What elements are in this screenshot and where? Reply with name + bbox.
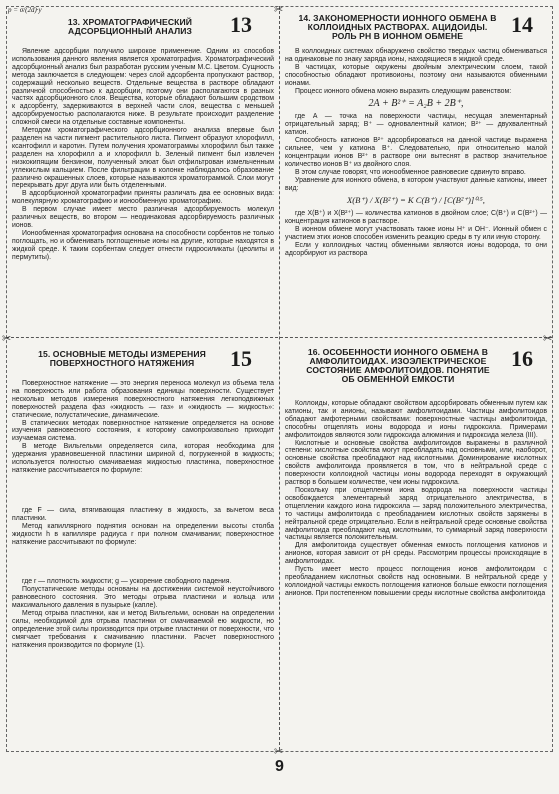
section-title: 16. ОСОБЕННОСТИ ИОННОГО ОБМЕНА В АМФОЛИТОИДАХ. ИЗОЭЛЕКТРИЧЕСКОЕ СОСТОЯНИЕ АМФОЛИТОИДОВ. ПОНЯТИЕ ОБ ОБМЕННОЙ ЕМКОСТИ <box>306 347 490 384</box>
section-title: 13. ХРОМАТОГРАФИЧЕСКИЙ АДСОРБЦИОННЫЙ АНАЛИЗ <box>67 17 193 36</box>
section-body <box>285 400 547 598</box>
page-number: 9 <box>275 758 284 775</box>
paragraph: В первом случае имеет место различная адсорбируемость молекул различных веществ, во втором — неодинаковая адсорбируемость различных ионов. <box>12 206 274 229</box>
paragraph: Способность катионов B²⁺ адсорбироваться на данной частице выражена сильнее, чем у катиона B⁺. Следовательно, при относительно малой концентрации ионов B²⁺ в растворе они вытеснят в раствор значительное количество ионов B⁺ из двойного слоя. <box>285 137 547 168</box>
exchange-equation: X(B⁺) / X(B²⁺) = K C(B⁺) / [C(B²⁺)]⁰·⁵, <box>347 195 485 206</box>
section-title: 14. ЗАКОНОМЕРНОСТИ ИОННОГО ОБМЕНА В КОЛЛОИДНЫХ РАСТВОРАХ. АЦИДОИДЫ. РОЛЬ PH В ИОННОМ ОБМЕНЕ <box>298 13 497 41</box>
paragraph: В статических методах поверхностное натяжение определяется на основе изучения равновесного состояния, к которому самопроизвольно приходит изучаемая система. <box>12 419 274 443</box>
scissor-icon: ✂ <box>274 4 284 16</box>
corner-formula: p = σ/(2d)·y <box>8 6 42 14</box>
paragraph: Кислотные и основные свойства амфолитоидов выражены в различной степени: кислотные свойства могут преобладать над основными, или, наоборот, основные свойства преобладают над кислотными. Доминирование кислотных свойств амфолитоида проявляется в том, что в нейтральной среде с поверхности коллоидной частицы ионы водорода переходят в окружающий раствор в большем количестве, чем ионы гидроксила. <box>285 439 547 487</box>
paragraph: Если у коллоидных частиц обменными являются ионы водорода, то они адсорбируют из раствора <box>285 241 547 257</box>
paragraph: Метод капиллярного поднятия основан на определении высоты столба жидкости h в капилляре радиуса r при полном смачивании; поверхностное натяжение рассчитывают по формуле: <box>12 522 274 546</box>
section-title: 15. ОСНОВНЫЕ МЕТОДЫ ИЗМЕРЕНИЯ ПОВЕРХНОСТНОГО НАТЯЖЕНИЯ <box>38 349 206 368</box>
column-divider <box>279 6 280 750</box>
section-body <box>12 380 274 650</box>
section-16 <box>285 340 547 745</box>
section-number: 13 <box>230 12 252 37</box>
paragraph: где X(B⁺) и X(B²⁺) — количества катионов в двойном слое; C(B⁺) и C(B²⁺) — концентрация катионов в растворе. <box>285 210 547 226</box>
section-number: 16 <box>511 346 533 371</box>
paragraph: Метод отрыва пластинки, как и метод Вильгельми, основан на определении силы, необходимой для отрыва пластинки от смачиваемой ею жидкости, но определение этой силы производится при отрыве пластинки от поверхности, что смягчает требования к смачиванию пластинки. Расчет поверхностного натяжения производится по формуле (1). <box>12 610 274 649</box>
ion-exchange-equation: 2A + B²⁺ = A₂B + 2B⁺, <box>368 98 464 110</box>
paragraph: В методе Вильгельми определяется сила, которая необходима для удержания уравновешенной пластинки шириной d, погруженной в жидкость; используется полностью смачиваемая жидкостью пластинка, поверхностное натяжение рассчитывается по формуле: <box>12 443 274 474</box>
paragraph: В частицах, которые окружены двойным электрическим слоем, такой способностью обладают противоионы, поэтому они называются обменными ионами. <box>285 63 547 87</box>
scissor-icon: ✂ <box>274 746 284 758</box>
section-header <box>285 8 547 48</box>
paragraph: где F — сила, втягивающая пластинку в жидкость, за вычетом веса пластинки. <box>12 506 274 522</box>
section-14 <box>285 8 547 334</box>
section-header <box>285 340 547 400</box>
formula-space <box>12 475 274 507</box>
paragraph: Явление адсорбции получило широкое применение. Одним из способов использования данного явления является хроматография. Хроматографический адсорбционный анализ был разработан русским ученым М.С. Цветом. Сущность метода заключается в следующем: через слой адсорбента пропускают раствор, содержащий несколько веществ. Отдельные вещества в растворе обладают различной способностью к адсорбции, поэтому они располагаются в разных частях адсорбционного слоя. Вещества, которые обладают большим сродством к адсорбенту, задерживаются в верхней части слоя, вещества с меньшей адсорбируемостью располагаются ниже. В результате происходит разделение сложной смеси на отдельные составные компоненты. <box>12 48 274 127</box>
paragraph: Ионообменная хроматография основана на способности сорбентов не только поглощать, но и обменивать поглощенные ионы на другие, которые находятся в жидкой среде. К таким сорбентам следует отнести гидросиликаты (цеолиты и пермутиты). <box>12 229 274 261</box>
paragraph: Методом хроматографического адсорбционного анализа впервые был разделен на части пигмент растительного листа. Пигмент образуют хлорофилл, ксантофилл и каротин. Путем получения хроматограммы хлорофилл был также разделен на хлорофилл а и хлорофилл b. Зеленый пигмент был извлечен низкокипящим бензином, полученный элюат был отфильтрован измельченным углекислым кальцием. После фильтрации в колонке наблюдалось образование различно окрашенных слоев, которые называются хроматограммой. Слои могут перекрывать друг друга или быть отделенными. <box>12 127 274 190</box>
section-15 <box>12 340 274 745</box>
section-13 <box>12 8 274 334</box>
paragraph: Пусть имеет место процесс поглощения ионов амфолитоидом с преобладанием кислотных свойств над основными. В нейтральной среде у коллоидной частицы емкость поглощения катионов больше емкости поглощения анионов. При постепенном повышении среды кислотные свойства амфолитоида <box>285 566 547 597</box>
paragraph: В ионном обмене могут участвовать также ионы H⁺ и OH⁻. Ионный обмен с участием этих ионов способен изменить реакцию среды в ту или иную сторону. <box>285 226 547 242</box>
paragraph: В этом случае говорят, что ионообменное равновесие сдвинуто вправо. <box>295 168 526 176</box>
section-header <box>12 340 274 380</box>
page-sheet <box>2 4 553 788</box>
paragraph: где A — точка на поверхности частицы, несущая элементарный отрицательный заряд; B⁺ — одновалентный катион; B²⁺ — двухвалентный катион. <box>285 113 547 137</box>
section-body <box>285 48 547 258</box>
paragraph: Коллоиды, которые обладают свойством адсорбировать обменным путем как катионы, так и анионы, называют амфолитоидами. Частицы амфолитоидов обладают амфотерными свойствами: поверхностные частицы амфолитоида, способны отщеплять ионы водорода и ионы гидроксила. Примерами амфолитоидов являются золи гидроксида алюминия и гидроксида железа (III). <box>285 400 547 439</box>
paragraph: Уравнение для ионного обмена, в котором участвуют данные катионы, имеет вид: <box>285 176 547 192</box>
section-header <box>12 8 274 48</box>
scissor-icon: ✂ <box>2 333 12 345</box>
paragraph: где r — плотность жидкости; g — ускорение свободного падения. <box>22 578 232 586</box>
section-number: 14 <box>511 12 533 37</box>
paragraph: Поверхностное натяжение — это энергия переноса молекул из объема тела на поверхность или работа образования единицы поверхности. Существует несколько методов измерения поверхностного натяжения легкоподвижных поверхностей раздела фаз «жидкость — газ» и «жидкость — жидкость»: статические, полустатические, динамические. <box>12 380 274 419</box>
formula-space <box>12 546 274 578</box>
paragraph: Для амфолитоида существует обменная емкость поглощения катионов и анионов, которая зависит от pH среды. Рассмотрим процессы происходящие в амфолитоидах. <box>285 542 547 566</box>
paragraph: Процесс ионного обмена можно выразить следующим равенством: <box>295 87 512 95</box>
paragraph: Поскольку при отщеплении иона водорода на поверхности частицы освобождается элементарный заряд отрицательного электричества, в отщеплении каждого иона гидроксила — заряд положительного электричества, то частицы амфолитоида с преобладанием кислотных свойств заряжены в нейтральной среде отрицательно. Если в нейтральной среде основные свойства амфолитоида преобладают над кислотными, то суммарный заряд поверхности частицы является положительным. <box>285 486 547 542</box>
paragraph: Полустатические методы основаны на достижении системой неустойчивого равновесного состояния. Это методы отрыва пластинки и кольца или максимального давления в пузырьке (капле). <box>12 586 274 610</box>
paragraph: В адсорбционной хроматографии приняты различать два ее основных вида: молекулярную хроматографию и ионообменную хроматографию. <box>12 190 274 206</box>
paragraph: В коллоидных системах обнаружено свойство твердых частиц обмениваться на одинаковые по знаку заряда ионы, находящиеся в жидкой среде. <box>285 48 547 63</box>
scissor-icon: ✂ <box>543 333 553 345</box>
section-body <box>12 48 274 261</box>
row-divider <box>6 337 552 338</box>
section-number: 15 <box>230 346 252 371</box>
